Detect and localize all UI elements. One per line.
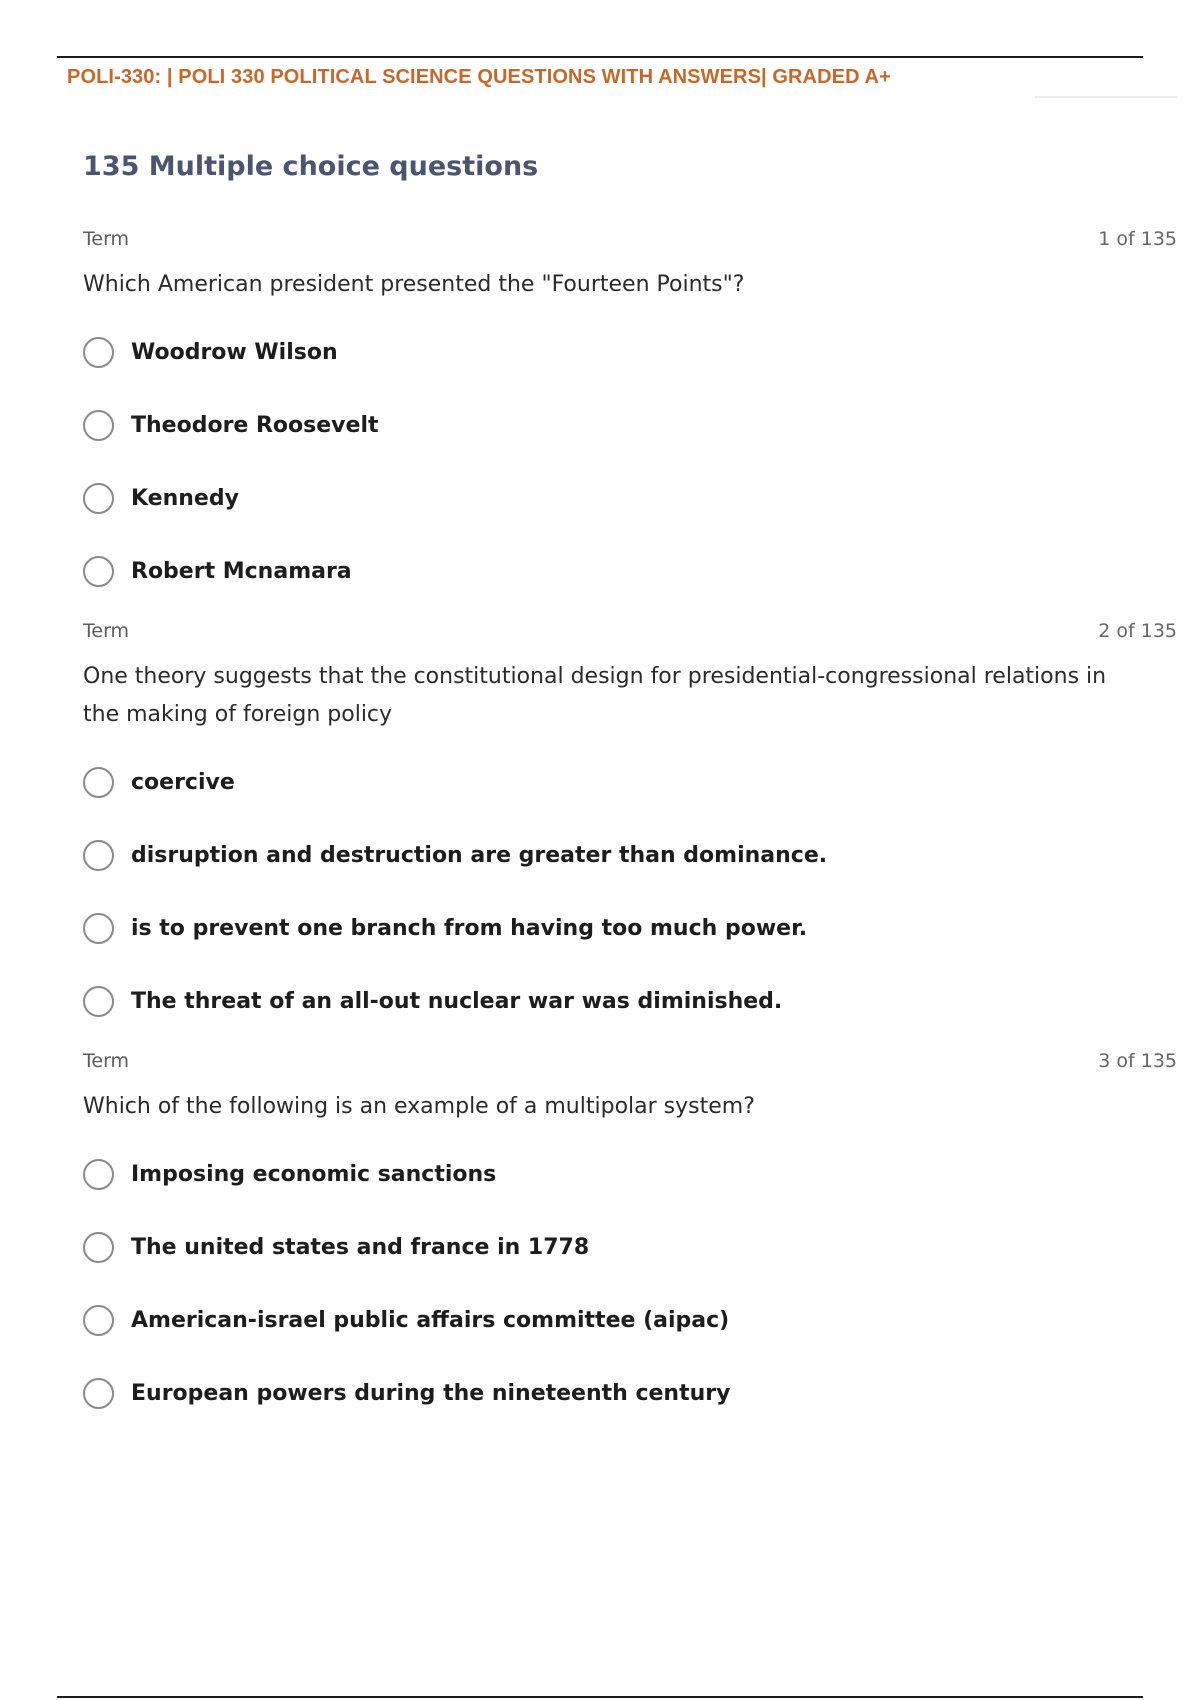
answer-option[interactable]	[83, 965, 1177, 1038]
answer-option[interactable]	[83, 389, 1177, 462]
answer-option[interactable]	[83, 1138, 1177, 1211]
answer-option[interactable]	[83, 1357, 1177, 1430]
radio-circle-icon[interactable]	[83, 986, 114, 1017]
term-label: Term	[83, 228, 130, 250]
answer-option[interactable]	[83, 819, 1177, 892]
question-card-2	[83, 620, 1177, 1038]
answer-option-label: European powers during the nineteenth century	[131, 1381, 731, 1406]
radio-circle-icon[interactable]	[83, 913, 114, 944]
answer-option-label: Imposing economic sanctions	[131, 1162, 497, 1187]
question-card-3	[83, 1050, 1177, 1430]
question-card-1	[83, 228, 1177, 608]
answer-option-label: disruption and destruction are greater than dominance.	[131, 843, 828, 868]
answer-option[interactable]	[83, 316, 1177, 389]
radio-circle-icon[interactable]	[83, 337, 114, 368]
term-label: Term	[83, 620, 130, 642]
answer-option-label: Woodrow Wilson	[131, 340, 338, 365]
header-top-rule	[57, 56, 1143, 58]
answer-option[interactable]	[83, 746, 1177, 819]
answer-option[interactable]	[83, 1211, 1177, 1284]
radio-circle-icon[interactable]	[83, 1378, 114, 1409]
header-faint-rule	[1035, 96, 1177, 98]
radio-circle-icon[interactable]	[83, 767, 114, 798]
answer-option[interactable]	[83, 535, 1177, 608]
radio-circle-icon[interactable]	[83, 483, 114, 514]
question-text: Which of the following is an example of a multipolar system?	[83, 1094, 755, 1119]
answer-options	[83, 1138, 1177, 1430]
radio-circle-icon[interactable]	[83, 410, 114, 441]
radio-circle-icon[interactable]	[83, 1305, 114, 1336]
document-header: POLI-330: | POLI 330 POLITICAL SCIENCE QUESTIONS WITH ANSWERS| GRADED A+	[67, 66, 891, 88]
answer-option-label: The threat of an all-out nuclear war was diminished.	[131, 989, 783, 1014]
answer-option-label: coercive	[131, 770, 235, 795]
answer-option-label: American-israel public affairs committee (aipac)	[131, 1308, 730, 1333]
question-counter: 3 of 135	[1098, 1050, 1177, 1072]
term-label: Term	[83, 1050, 130, 1072]
answer-option[interactable]	[83, 892, 1177, 965]
answer-option-label: Kennedy	[131, 486, 239, 511]
radio-circle-icon[interactable]	[83, 840, 114, 871]
answer-options	[83, 316, 1177, 608]
radio-circle-icon[interactable]	[83, 1232, 114, 1263]
footer-rule	[57, 1696, 1143, 1698]
answer-options	[83, 746, 1177, 1038]
answer-option-label: is to prevent one branch from having too much power.	[131, 916, 808, 941]
question-counter: 2 of 135	[1098, 620, 1177, 642]
answer-option-label: Robert Mcnamara	[131, 559, 352, 584]
answer-option[interactable]	[83, 462, 1177, 535]
question-text: One theory suggests that the constitutional design for presidential-congressional relations in the making of foreign policy	[83, 664, 1107, 727]
question-text: Which American president presented the "Fourteen Points"?	[83, 272, 745, 297]
radio-circle-icon[interactable]	[83, 1159, 114, 1190]
answer-option-label: Theodore Roosevelt	[131, 413, 379, 438]
set-title: 135 Multiple choice questions	[83, 151, 539, 182]
answer-option-label: The united states and france in 1778	[131, 1235, 590, 1260]
answer-option[interactable]	[83, 1284, 1177, 1357]
question-counter: 1 of 135	[1098, 228, 1177, 250]
radio-circle-icon[interactable]	[83, 556, 114, 587]
